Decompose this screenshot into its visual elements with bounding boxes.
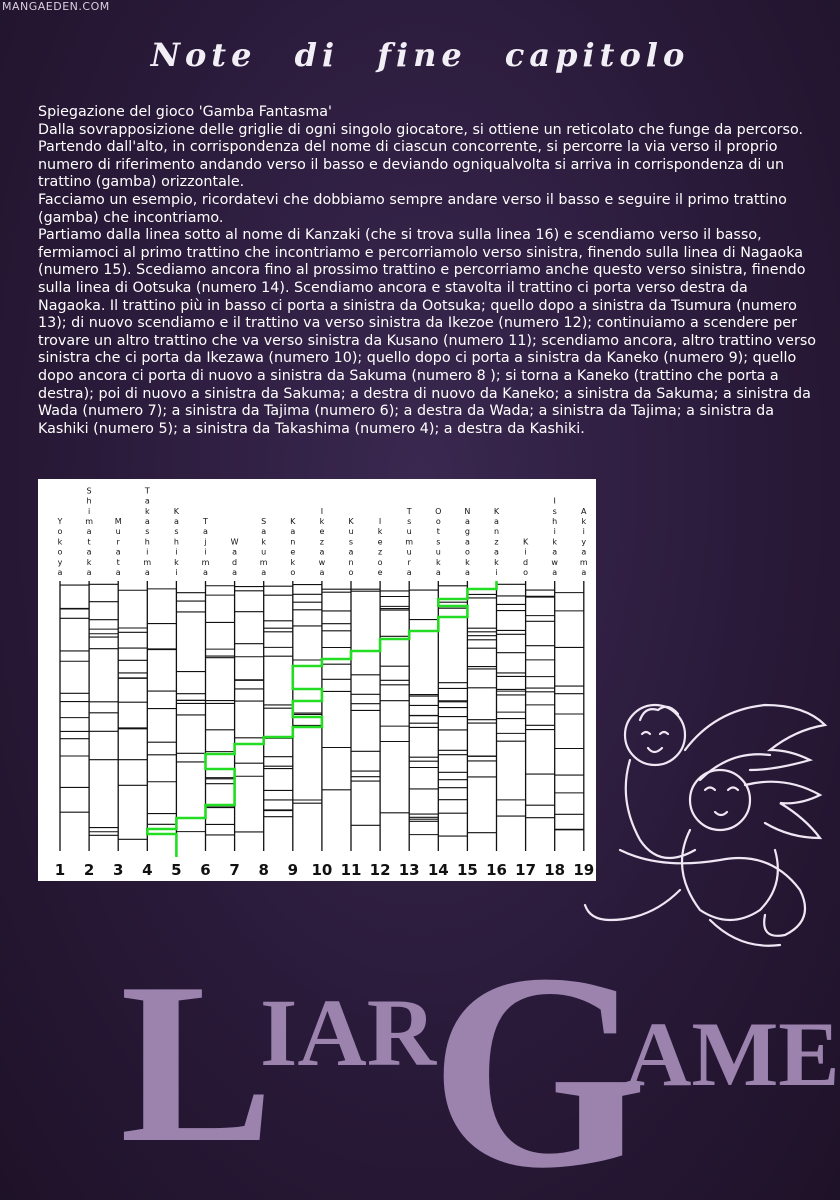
player-name: K a n z a k i: [493, 506, 500, 577]
player-name: N a g a o k a: [464, 506, 471, 577]
logo-letter-g: G: [430, 915, 648, 1200]
player-name: T a j i m a: [201, 517, 210, 577]
liar-game-logo: [100, 880, 840, 1200]
player-name: K a s h i k i: [173, 506, 180, 577]
player-number: 14: [427, 861, 449, 879]
player-number: 19: [573, 861, 595, 879]
player-name: K a n e k o: [290, 517, 296, 577]
player-number: 10: [311, 861, 333, 879]
player-number: 9: [287, 861, 299, 879]
player-number: 2: [83, 861, 95, 879]
paragraph: Facciamo un esempio, ricordatevi che dobbiamo sempre andare verso il basso e seguire il primo trattino (gamba) che incontriamo.: [38, 191, 787, 226]
player-name: S a k u m a: [259, 517, 268, 577]
player-number: 16: [486, 861, 507, 879]
logo-letter-l: L: [120, 935, 274, 1190]
player-name: S h i m a t a k a: [85, 486, 93, 577]
logo-letters-iar: IAR: [260, 979, 437, 1086]
player-number: 7: [229, 861, 240, 879]
player-name: M u r a t a: [114, 517, 122, 577]
player-number: 3: [112, 861, 124, 879]
player-number: 17: [515, 861, 537, 879]
player-name: T a k a s h i m a: [143, 486, 152, 577]
ladder-svg: [38, 479, 596, 881]
player-number: 11: [340, 861, 362, 879]
player-number: 8: [258, 861, 269, 879]
player-name: O o t s u k a: [435, 506, 442, 577]
player-name: K u s a n o: [348, 517, 354, 577]
player-name: Y o k o y a: [57, 517, 63, 577]
player-number: 5: [171, 861, 182, 879]
ghost-leg-diagram: [38, 479, 596, 881]
player-name: K i d o: [522, 537, 529, 577]
player-number: 15: [456, 861, 478, 879]
player-number: 12: [369, 861, 391, 879]
player-name: I s h i k a w a: [551, 496, 558, 577]
player-number: 13: [398, 861, 420, 879]
paragraph: Spiegazione del gioco 'Gamba Fantasma': [38, 104, 332, 120]
page-title: Note di fine capitolo: [150, 36, 690, 74]
player-number: 18: [544, 861, 566, 879]
player-name: T s u m u r a: [405, 506, 414, 577]
watermark: MANGAEDEN.COM: [2, 0, 110, 13]
player-name: A k i y a m a: [579, 506, 588, 577]
explanation-text: [38, 104, 818, 438]
player-name: I k e z o e: [377, 517, 383, 577]
player-number: 1: [54, 861, 66, 879]
player-number: 4: [142, 861, 153, 879]
logo-letters-ame: AME: [625, 1003, 840, 1105]
paragraph: Partiamo dalla linea sotto al nome di Kanzaki (che si trova sulla linea 16) e scendiamo verso il basso, fermiamoci al primo trattino che incontriamo e percorriamolo verso sinistra, finendo sulla linea di Nagaoka (numero 15). Scediamo ancora fino al prossimo trattino e percorriamo anche questo verso sinistra, finendo sulla linea di Ootsuka (numero 14). Scendiamo ancora e stavolta il trattino ci porta verso destra da Nagaoka. Il trattino più in basso ci porta a sinistra da Ootsuka; quello dopo a sinistra da Tsumura (numero 13); di nuovo scendiamo e il trattino va verso sinistra da Ikezoe (numero 12); continuiamo a scendere per trovare un altro trattino che va verso sinistra da Kusano (numero 11); scendiamo ancora, altro trattino verso sinistra che ci porta da Ikezawa (numero 10); quello dopo ci porta a sinistra da Kaneko (numero 9); quello dopo ancora ci porta di nuovo a sinistra da Sakuma (numero 8 ); si torna a Kaneko (trattino che porta a destra); poi di nuovo a sinistra da Sakuma; a destra di nuovo da Kaneko; a sinistra da Sakuma; a sinistra da Wada (numero 7); a sinistra da Tajima (numero 6); a destra da Wada; a sinistra da Tajima; a sinistra da Kashiki (numero 5); a sinistra da Takashima (numero 4); a destra da Kashiki.: [38, 227, 817, 437]
player-name: I k e z a w a: [318, 506, 326, 577]
player-name: W a d a: [230, 537, 239, 577]
player-number: 6: [200, 861, 211, 879]
paragraph: Dalla sovrapposizione delle griglie di ogni singolo giocatore, si ottiene un reticolato che funge da percorso. Partendo dall'alto, in corrispondenza del nome di ciascun concorrente, si percorre la via verso il proprio numero di riferimento andando verso il basso e deviando ogniqualvolta si arriva in corrispondenza di un trattino (gamba) orizzontale.: [38, 121, 804, 191]
